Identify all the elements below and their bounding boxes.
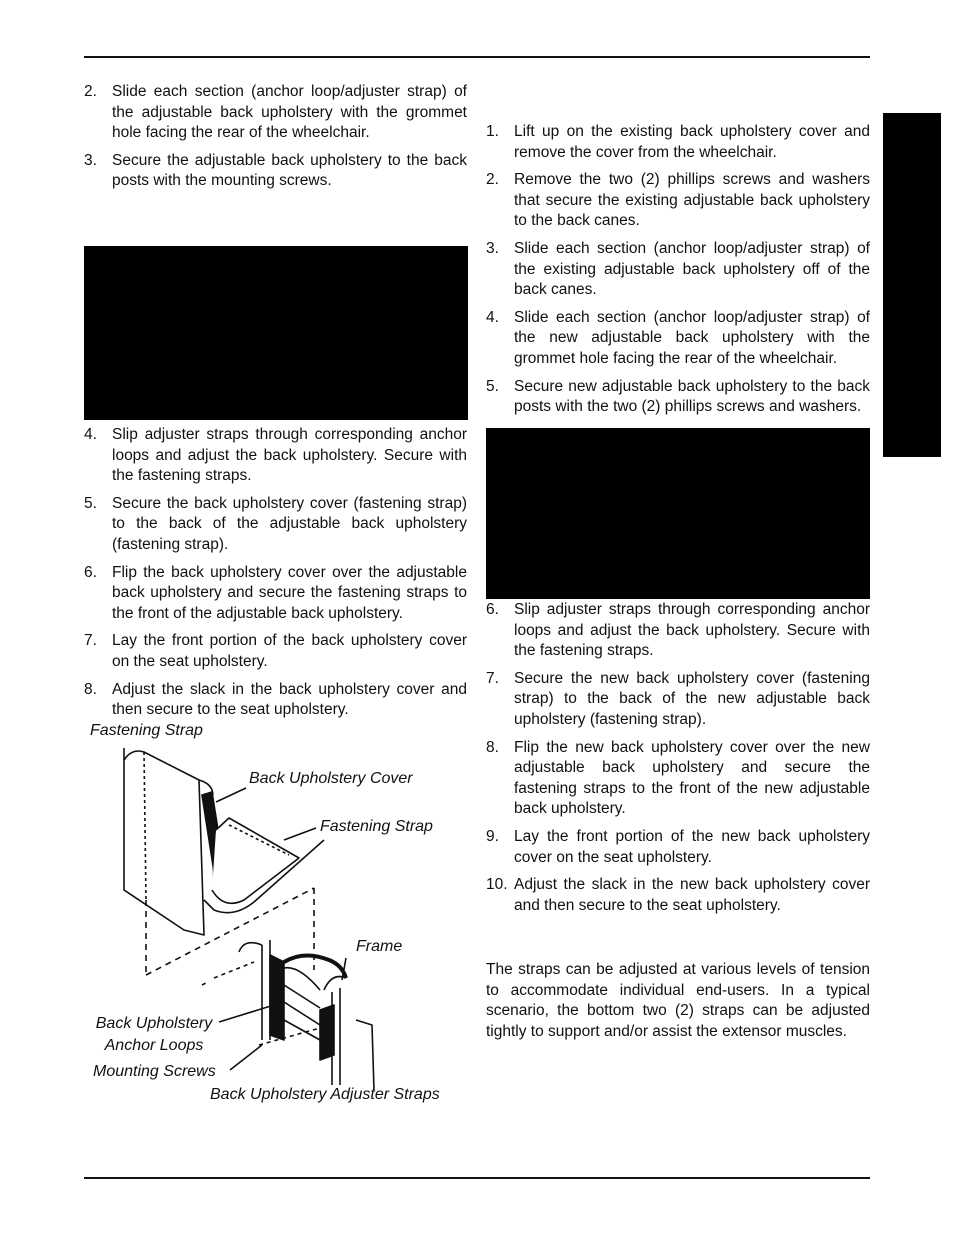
list-item — [486, 239, 870, 301]
leader-fastening — [284, 828, 316, 840]
step-number: 5. — [486, 377, 499, 395]
step-text: Secure the back upholstery cover (fastening strap) to the back of the adjustable back upholstery (fastening strap). — [112, 494, 467, 553]
step-number: 5. — [84, 494, 97, 512]
list-item — [84, 631, 467, 672]
step-text: Slide each section (anchor loop/adjuster strap) of the new adjustable back upholstery with the grommet hole facing the rear of the wheelchair. — [514, 308, 870, 367]
step-number: 3. — [486, 239, 499, 257]
step-text: Flip the back upholstery cover over the adjustable back upholstery and secure the fastening straps to the front of the adjustable back upholstery. — [112, 563, 467, 622]
step-number: 6. — [84, 563, 97, 581]
step-text: Slip adjuster straps through corresponding anchor loops and adjust the back upholstery. Secure with the fastening straps. — [112, 426, 467, 485]
list-item — [486, 738, 870, 820]
leader-cover — [216, 788, 246, 802]
label-back-upholstery-cover: Back Upholstery Cover — [249, 770, 413, 787]
anchor-loop-band-2 — [320, 1005, 334, 1060]
step-number: 2. — [84, 83, 97, 100]
label-anchor-loops-line2: Anchor Loops — [104, 1037, 204, 1054]
step-text: Lift up on the existing back upholstery cover and remove the cover from the wheelchair. — [514, 123, 870, 161]
list-item — [486, 600, 870, 662]
list-item — [486, 170, 870, 232]
anchor-loop-band-1 — [270, 955, 284, 1040]
step-text: Lay the front portion of the back upholstery cover on the seat upholstery. — [112, 632, 467, 670]
label-mounting-screws: Mounting Screws — [93, 1063, 216, 1080]
step-number: 6. — [486, 601, 499, 618]
warning-block-left — [84, 246, 468, 420]
section-tab — [883, 113, 941, 457]
list-item — [84, 82, 467, 144]
back-cover-panel — [124, 751, 204, 935]
step-text: Secure new adjustable back upholstery to the back posts with the two (2) phillips screws and washers. — [514, 377, 870, 416]
step-number: 7. — [486, 669, 499, 687]
step-number: 2. — [486, 171, 499, 189]
list-item — [486, 827, 870, 868]
step-number: 7. — [84, 632, 97, 650]
step-text: Secure the new back upholstery cover (fastening strap) to the back of the new adjustable back upholstery (fastening strap). — [514, 669, 870, 728]
list-item — [84, 494, 467, 556]
list-item — [84, 680, 467, 721]
left-steps-bottom — [84, 425, 467, 728]
strap-1 — [284, 968, 320, 990]
label-frame: Frame — [356, 938, 403, 955]
step-number: 4. — [84, 426, 97, 443]
step-text: Lay the front portion of the new back upholstery cover on the seat upholstery. — [514, 827, 870, 866]
label-fastening-strap-top: Fastening Strap — [90, 722, 203, 739]
leader-anchor — [219, 1005, 274, 1022]
step-number: 9. — [486, 827, 499, 845]
straps-paragraph: The straps can be adjusted at various levels of tension to accommodate individual end-users. In a typical scenario, the bottom two (2) straps can be adjusted tightly to support and/or assist the extensor muscles. — [486, 961, 870, 1040]
right-steps-top — [486, 122, 870, 425]
screw-upper — [202, 962, 254, 985]
bottom-rule — [84, 1177, 870, 1179]
leader-adjuster — [356, 1020, 374, 1090]
label-anchor-loops-line1: Back Upholstery — [95, 1015, 213, 1032]
list-item — [84, 563, 467, 625]
leader-screws — [230, 1045, 262, 1070]
list-item — [486, 308, 870, 370]
left-steps-top — [84, 82, 467, 199]
list-item — [486, 377, 870, 418]
step-text: Flip the new back upholstery cover over the new adjustable back upholstery and secure the fastening straps to the front of the new adjustable back upholstery. — [514, 738, 870, 818]
list-item — [84, 151, 467, 192]
frame-top — [239, 943, 262, 952]
step-text: Slip adjuster straps through corresponding anchor loops and adjust the back upholstery. Secure with the fastening straps. — [514, 601, 870, 660]
warning-block-right — [486, 428, 870, 599]
list-item — [486, 875, 870, 916]
seat-cover — [212, 818, 299, 903]
list-item — [486, 669, 870, 731]
screw-lower — [259, 1028, 320, 1045]
step-number: 8. — [84, 680, 97, 698]
list-item — [486, 122, 870, 163]
frame-wave — [284, 955, 346, 978]
step-number: 10. — [486, 876, 508, 894]
step-text: Slide each section (anchor loop/adjuster strap) of the existing adjustable back upholstery off of the back canes. — [514, 239, 870, 299]
step-number: 4. — [486, 308, 499, 326]
label-adjuster-straps: Back Upholstery Adjuster Straps — [210, 1086, 440, 1103]
right-steps-bottom — [486, 600, 870, 923]
label-anchor-loops — [90, 1013, 218, 1057]
label-fastening-strap-mid: Fastening Strap — [320, 818, 433, 835]
step-text: Adjust the slack in the new back upholstery cover and then secure to the seat upholstery. — [514, 876, 870, 914]
step-number: 8. — [486, 738, 499, 756]
step-text: Remove the two (2) phillips screws and washers that secure the existing adjustable back upholstery to the back canes. — [514, 171, 870, 230]
step-text: Adjust the slack in the back upholstery cover and then secure to the seat upholstery. — [112, 680, 467, 719]
step-text: Secure the adjustable back upholstery to the back posts with the mounting screws. — [112, 151, 467, 190]
step-text: Slide each section (anchor loop/adjuster strap) of the adjustable back upholstery with the grommet hole facing the rear of the wheelchair. — [112, 83, 467, 142]
step-number: 1. — [486, 123, 499, 140]
step-number: 3. — [84, 151, 97, 169]
top-rule — [84, 56, 870, 58]
list-item — [84, 425, 467, 487]
